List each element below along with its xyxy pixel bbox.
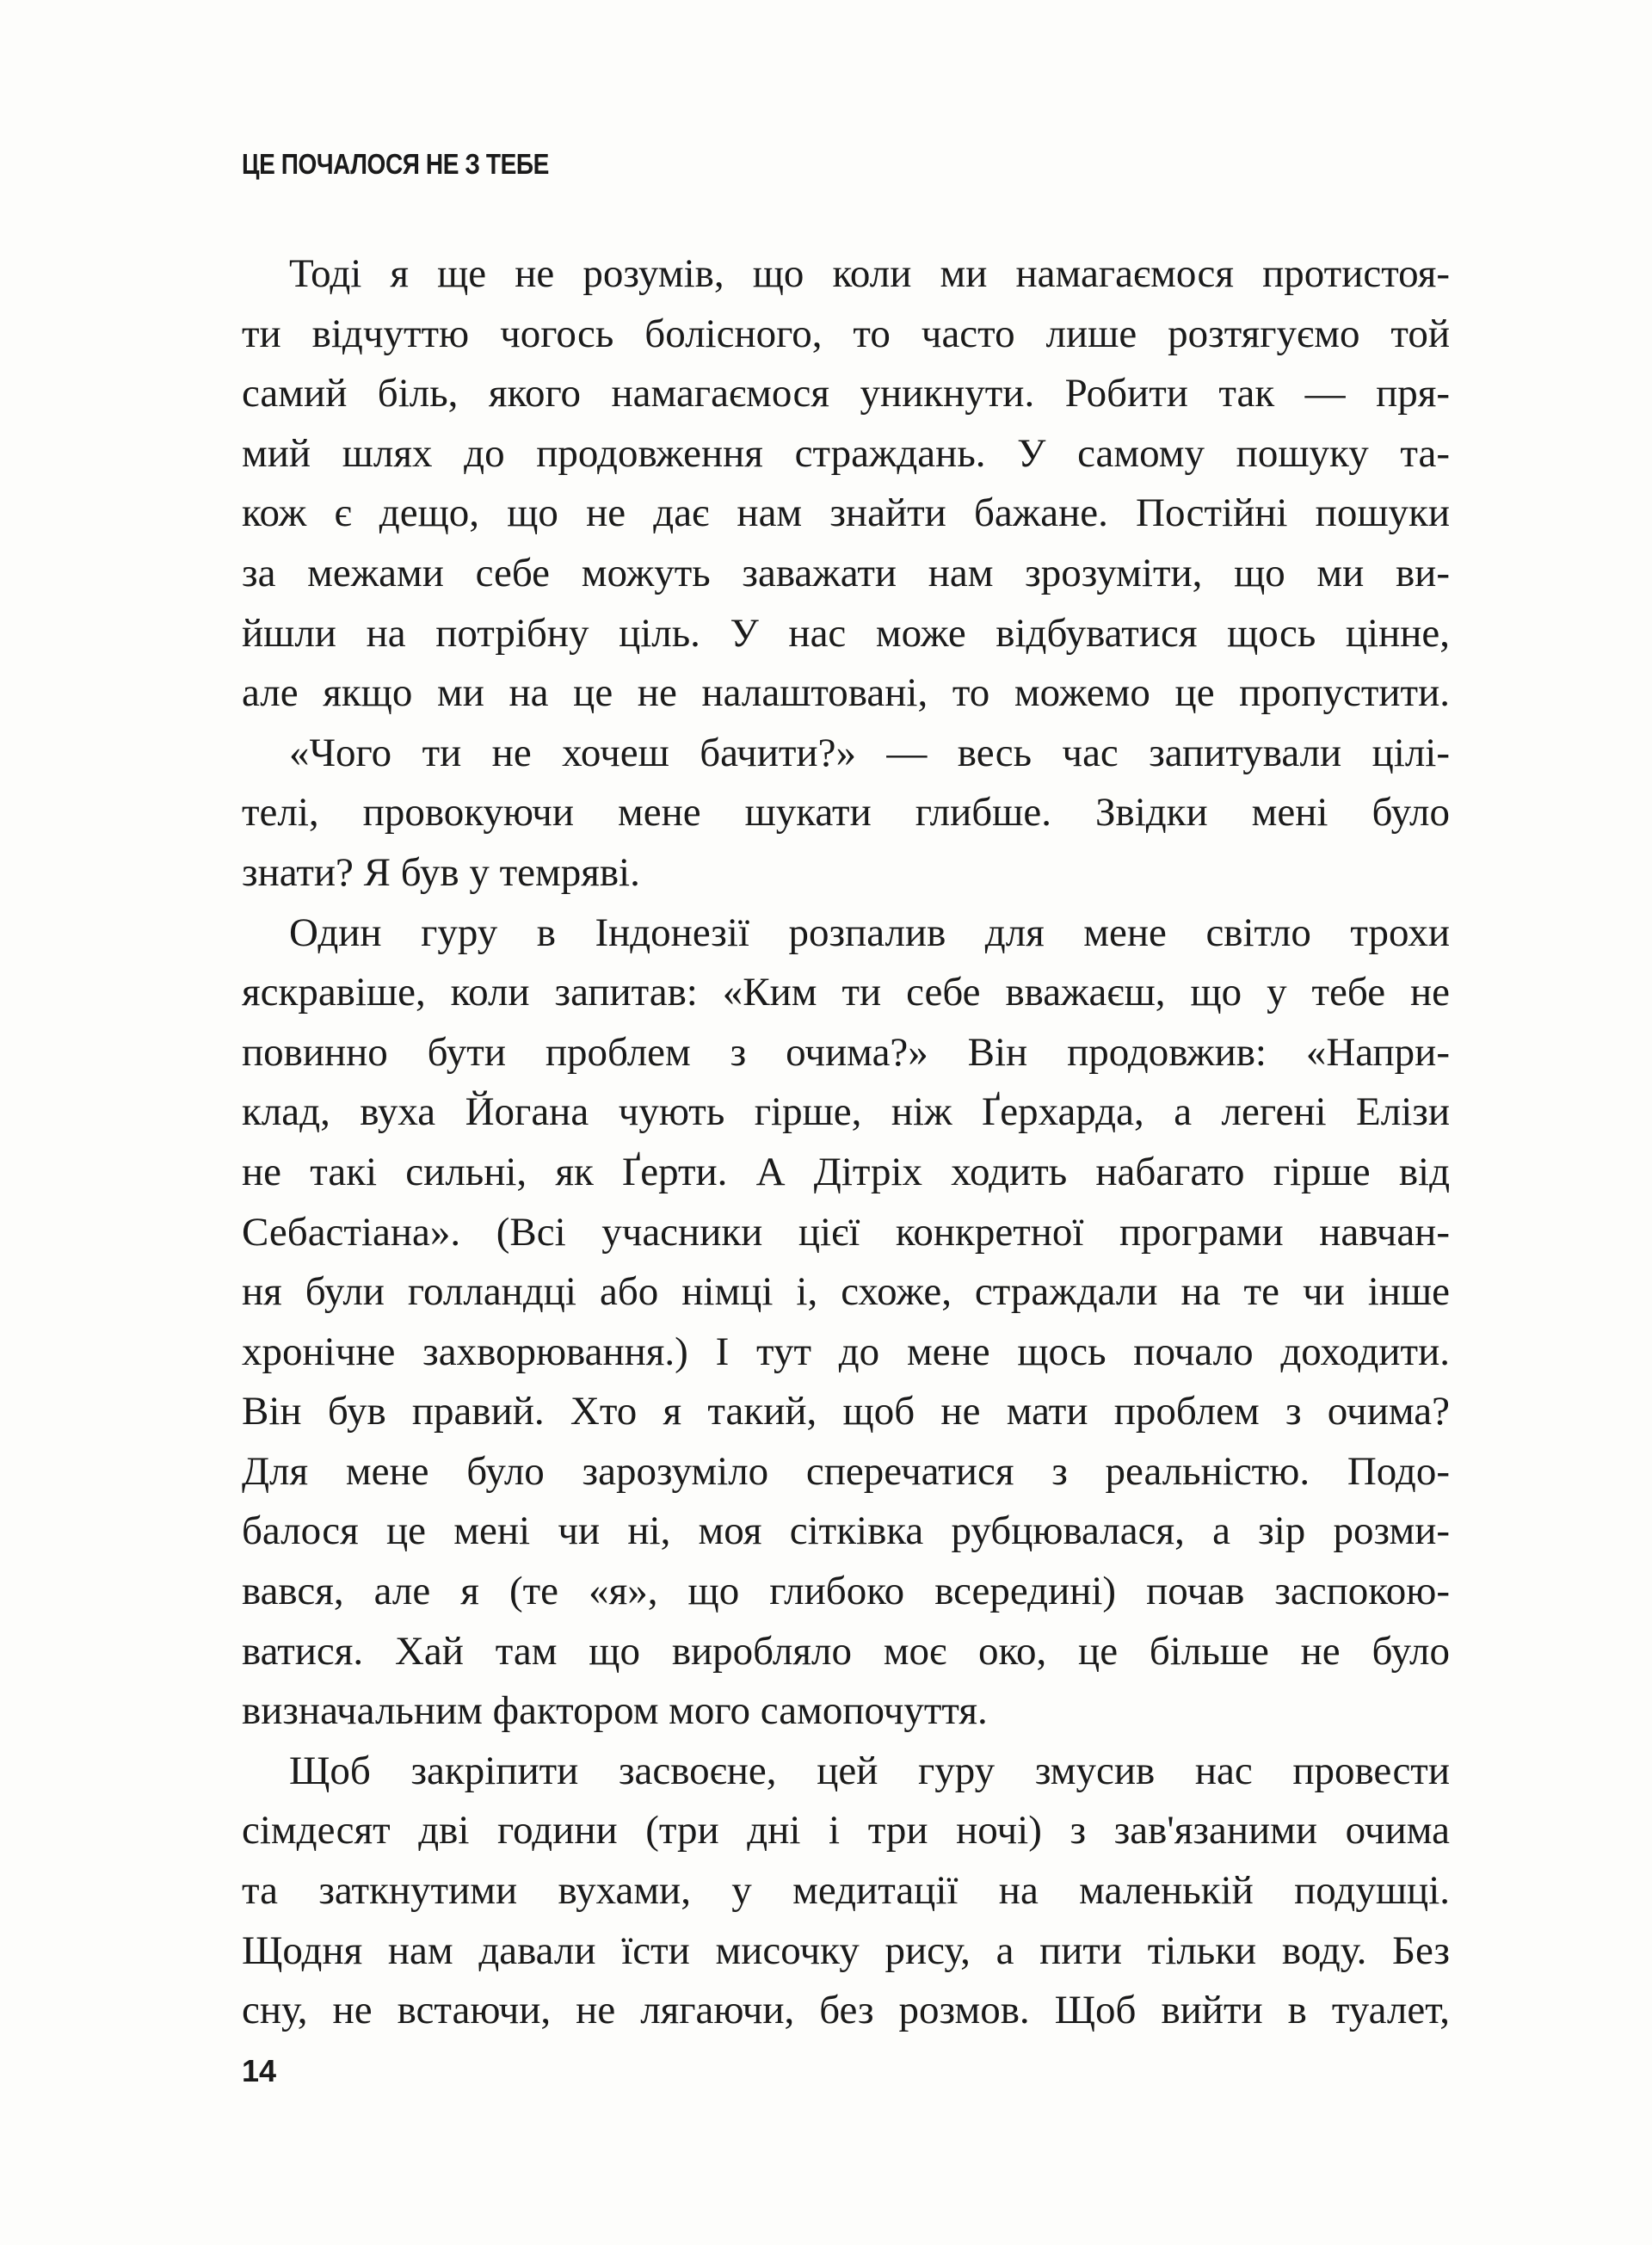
text-line: йшли на потрібну ціль. У нас може відбуватися щось цінне, (242, 610, 1450, 656)
text-line: балося це мені чи ні, моя сітківка рубцювалася, а зір розми- (242, 1508, 1450, 1554)
page-number: 14 (242, 2053, 277, 2088)
text-line: Себастіана». (Всі учасники цієї конкретної програми навчан- (242, 1209, 1450, 1255)
text-line: ня були голландці або німці і, схоже, страждали на те чи інше (242, 1269, 1450, 1315)
text-line: самий біль, якого намагаємося уникнути. Робити так — пря- (242, 371, 1450, 416)
text-line: ти відчуттю чогось болісного, то часто лише розтягуємо той (242, 311, 1450, 356)
text-line: та заткнутими вухами, у медитації на маленькій подушці. (242, 1868, 1450, 1914)
text-line: знати? Я був у темряві. (242, 849, 640, 895)
text-line: Щоб закріпити засвоєне, цей гуру змусив нас провести (289, 1748, 1450, 1793)
text-line: телі, провокуючи мене шукати глибше. Звідки мені було (242, 790, 1450, 836)
text-line: не такі сильні, як Ґерти. А Дітріх ходить набагато гірше від (242, 1149, 1450, 1194)
text-line: повинно бути проблем з очима?» Він продовжив: «Напри- (242, 1029, 1450, 1075)
text-line: вався, але я (те «я», що глибоко всередині) почав заспокою- (242, 1569, 1450, 1614)
running-head-title: ЦЕ ПОЧАЛОСЯ НЕ З ТЕБЕ (242, 148, 549, 180)
body-text (242, 244, 1450, 2041)
text-line: але якщо ми на це не налаштовані, то можемо це пропустити. (242, 670, 1450, 716)
text-line: Один гуру в Індонезії розпалив для мене світло трохи (289, 910, 1450, 955)
text-line: хронічне захворювання.) І тут до мене щось почало доходити. (242, 1329, 1450, 1374)
text-line: сімдесят дві години (три дні і три ночі) з зав'язаними очима (242, 1808, 1450, 1853)
text-line: Щодня нам давали їсти мисочку рису, а пити тільки воду. Без (242, 1927, 1450, 1973)
text-line: «Чого ти не хочеш бачити?» — весь час запитували цілі- (289, 730, 1450, 775)
text-line: за межами себе можуть заважати нам зрозуміти, що ми ви- (242, 550, 1450, 595)
text-line: клад, вуха Йогана чують гірше, ніж Ґерхарда, а легені Елізи (242, 1089, 1450, 1135)
text-line: кож є дещо, що не дає нам знайти бажане. Постійні пошуки (242, 490, 1450, 536)
text-line: сну, не встаючи, не лягаючи, без розмов. Щоб вийти в туалет, (242, 1988, 1450, 2033)
text-line: яскравіше, коли запитав: «Ким ти себе вважаєш, що у тебе не (242, 970, 1450, 1015)
text-line: Він був правий. Хто я такий, щоб не мати проблем з очима? (242, 1389, 1450, 1434)
text-line: Тоді я ще не розумів, що коли ми намагаємося протистоя- (289, 251, 1450, 296)
text-line: ватися. Хай там що виробляло моє око, це більше не було (242, 1628, 1450, 1674)
text-line: Для мене було зарозуміло сперечатися з реальністю. Подо- (242, 1448, 1450, 1494)
text-line: мий шлях до продовження страждань. У самому пошуку та- (242, 430, 1450, 476)
text-line: визначальним фактором мого самопочуття. (242, 1688, 988, 1734)
